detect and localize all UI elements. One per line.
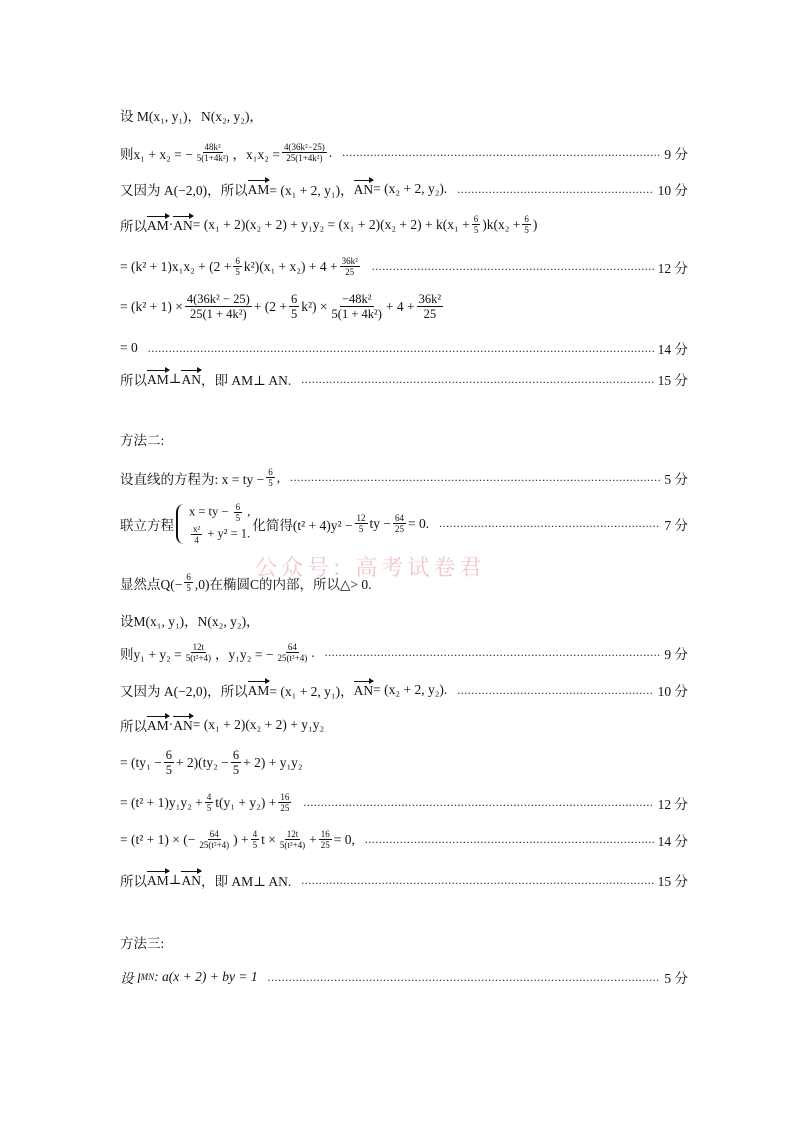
vector-am: AM [147,873,169,888]
fraction: $\frac{64}{25}$ [395,512,405,535]
line-expand-k [120,256,688,278]
line-system-of-equations [120,502,688,545]
fraction: $\frac{6}{5}$ [165,748,172,778]
brace [176,504,186,544]
line-conclusion-1 [120,369,688,389]
dot-leader [290,470,660,485]
fraction: $\frac{64}{\text{25(t²+4)}}$ [277,642,308,664]
equation: = (t² + 1) × (− $\frac{64}{\text{25(t²+4)}}$ ) + $\frac{4}{5}$ t × $\frac{12t}{\text{5(t²+4)}}$ + $\frac{16}{25}$ = 0, [120,829,355,851]
dot-leader [372,259,654,274]
line-line-equation [120,467,688,489]
fraction: $\frac{\text{36k²}}{25}$ [341,256,358,278]
fraction: $\frac{16}{25}$ [280,792,290,814]
fraction: $\frac{64}{\text{25(t²+4)}}$ [199,829,230,851]
dot-leader [325,645,661,660]
line-dot-product-2 [120,715,688,735]
fraction: $\frac{\text{48k²}}{\text{5(1+4k²)}}$ [196,142,229,164]
score-label: 15 分 [657,874,688,889]
vector-an: AN [181,372,201,387]
vector-am: AM [247,683,270,698]
equation: 设直线的方程为: x = ty − $\frac{6}{5}$ , [120,467,281,489]
line-line-mn [120,967,688,987]
line-point-inside [120,572,688,594]
dot-leader [457,182,653,197]
equation: 则y₁ + y₂ = $\frac{12t}{\text{5(t²+4)}}$ ，y₁y₂ = − $\frac{64}{\text{25(t²+4)}}$ . [120,642,315,664]
watermark: 公众号: 高考试卷君 [255,556,486,581]
dot-leader [457,683,653,698]
fraction: $\frac{16}{25}$ [320,829,330,851]
equation: 又因为 A(−2,0)，所以 AM = (x₁ + 2, y₁)， AN = (x₂ + 2, y₂). [120,682,448,699]
equation: 设 M(x₁, y₁)，N(x₂, y₂)， [120,109,263,124]
equation: = (k² + 1)x₁x₂ + (2 + $\frac{6}{5}$ k²)(x₁ + x₂) + 4 + $\frac{\text{36k²}}{25}$ [120,256,358,278]
vector-am: AM [147,372,169,387]
fraction: $\frac{6}{5}$ [235,502,241,524]
vector-am: AM [147,718,169,733]
score-label: 15 分 [657,373,688,388]
line-vectors-am-an-2 [120,680,688,700]
dot-leader [439,516,660,531]
line-expand-t [120,792,688,814]
line-vectors-am-an [120,179,688,199]
line-result-zero [120,338,688,358]
equation: 所以 AM ⊥ AN ，即 AM⊥ AN. [120,371,292,388]
fraction: $\frac{\text{36k²}}{25}$ [418,292,442,322]
fraction: $\frac{\text{x²}}{4}$ [193,523,201,546]
equation: 所以 AM · AN = (x₁ + 2)(x₂ + 2) + y₁y₂ [120,717,325,734]
fraction: $\frac{4}{5}$ [252,829,258,851]
dot-leader [303,795,653,810]
fraction: $\frac{\text{−48k²}}{\text{5(1 + 4k²)}}$ [331,292,382,322]
score-label: 14 分 [657,833,688,849]
equation: 联立方程 x = ty − $\frac{6}{5}$ , $\frac{\text{x²}}{4}$ + y² = 1. 化简得(t² + 4)y² − $\frac{12}{5}$ ty − $\frac{64}{25}$ = 0. [120,502,430,546]
score-label: 12 分 [657,796,688,812]
score-label: 5 分 [664,971,688,986]
equation-system: x = ty − $\frac{6}{5}$ , $\frac{\text{x²}}{4}$ + y² = 1. [176,502,250,545]
equation: 又因为 A(−2,0)，所以 AM = (x₁ + 2, y₁)， AN = (x₂ + 2, y₂). [120,181,448,198]
equation: = (ty₁ − $\frac{6}{5}$ + 2)(ty₂ − $\frac{6}{5}$ + 2) + y₁y₂ [120,748,303,778]
fraction: $\frac{6}{5}$ [232,748,240,778]
fraction: $\frac{\text{4(36k² − 25)}}{\text{25(1 + 4k²)}}$ [186,292,250,322]
line-set-mn [120,105,688,125]
score-label: 9 分 [664,146,688,162]
fraction: $\frac{4}{5}$ [206,792,212,814]
line-set-mn-2 [120,610,688,630]
fraction: $\frac{12}{5}$ [356,512,366,535]
line-conclusion-2 [120,870,688,890]
fraction: $\frac{12t}{\text{5(t²+4)}}$ [185,642,212,664]
line-sum-product-x [120,142,688,164]
score-label: 9 分 [664,646,688,662]
equation: 设 l MN : a(x + 2) + by = 1 [120,969,258,986]
method-two-heading: 方法二: [120,433,165,448]
vector-an: AN [173,217,193,233]
line-dot-product [120,214,688,236]
fraction: $\frac{6}{5}$ [473,214,479,236]
fraction: $\frac{6}{5}$ [186,572,191,594]
line-substitute-ty [120,748,688,778]
method-three-heading: 方法三: [120,936,165,951]
fraction: $\frac{6}{5}$ [268,467,273,489]
fraction: $\frac{\text{4(36k²−25)}}{\text{25(1+4k²)}}$ [283,142,325,164]
fraction: $\frac{6}{5}$ [524,214,529,236]
equation: = 0 [120,340,138,355]
dot-leader [268,970,661,985]
equation: = (k² + 1) × $\frac{\text{4(36k² − 25)}}{\text{25(1 + 4k²)}}$ + (2 + $\frac{6}{5}$ k²) × $\frac{\text{−48k²}}{\text{5(1 + 4k²)}}$ + 4 + $\frac{\text{36k²}}{25}$ [120,292,442,322]
equation: 显然点Q(− $\frac{6}{5}$ ,0)在椭圆C的内部，所以△> 0. [120,572,372,594]
vector-am: AM [247,182,270,197]
equation: 则x₁ + x₂ = − $\frac{\text{48k²}}{\text{5(1+4k²)}}$ ，x₁x₂ = $\frac{\text{4(36k²−25)}}{\text{25(1+4k²)}}$ . [120,142,333,164]
dot-leader [301,873,653,888]
equation: = (t² + 1)y₁y₂ + $\frac{4}{5}$ t(y₁ + y₂) + $\frac{16}{25}$ [120,792,290,814]
dot-leader [301,372,653,387]
fraction: $\frac{12t}{\text{5(t²+4)}}$ [279,829,306,851]
score-label: 10 分 [657,684,688,699]
vector-an: AN [353,683,374,698]
vector-an: AN [173,718,193,733]
line-substitute-t [120,829,688,851]
line-sum-product-y [120,642,688,664]
equation: 所以 AM ⊥ AN ，即 AM⊥ AN. [120,872,292,889]
vector-am: AM [147,217,169,233]
score-label: 7 分 [664,517,688,533]
fraction: $\frac{6}{5}$ [291,292,298,322]
vector-an: AN [181,873,201,888]
fraction: $\frac{6}{5}$ [235,256,240,278]
score-label: 14 分 [657,342,688,357]
dot-leader [342,145,660,160]
score-label: 12 分 [657,260,688,276]
equation: 所以 AM · AN = (x₁ + 2)(x₂ + 2) + y₁y₂ = (x₁ + 2)(x₂ + 2) + k(x₁ + $\frac{6}{5}$ )k(x₂ + $\frac{6}{5}$ ) [120,214,538,236]
score-label: 5 分 [664,471,688,487]
dot-leader [365,832,654,847]
equation: 设M(x₁, y₁)，N(x₂, y₂)， [120,614,260,629]
line-substitute-k [120,292,688,322]
vector-an: AN [353,182,374,197]
score-label: 10 分 [657,183,688,198]
dot-leader [148,341,654,356]
